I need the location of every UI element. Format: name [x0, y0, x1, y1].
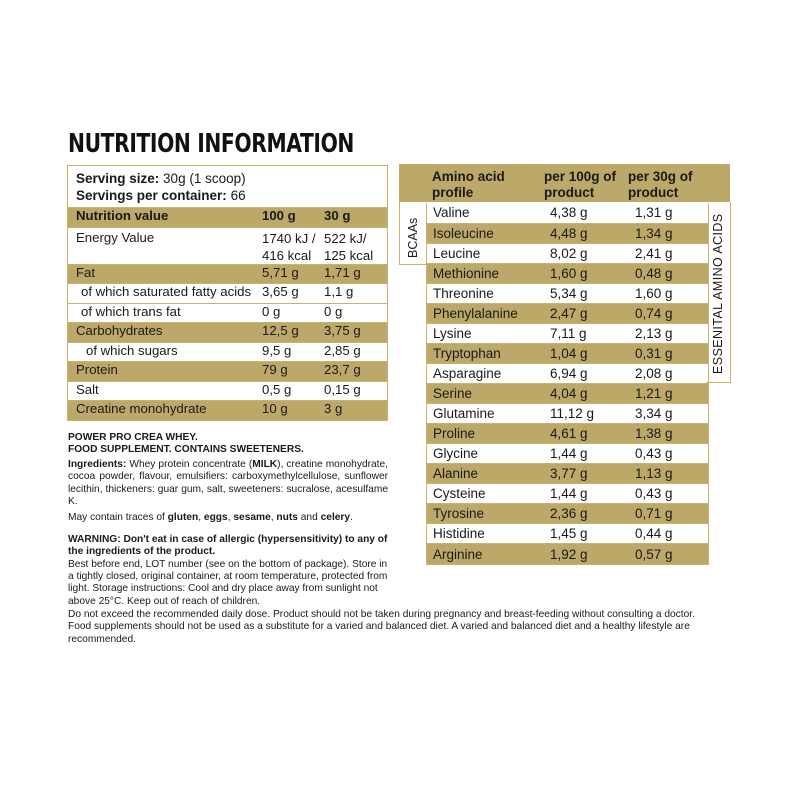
- table-row: [427, 524, 708, 544]
- diet-note: Food supplements should not be used as a substitute for a varied and balanced diet. A varied and balanced diet and a healthy lifestyle are recommended.: [68, 621, 690, 645]
- amino-name: Histidine: [427, 524, 550, 544]
- nutrition-header-row: [68, 208, 387, 228]
- table-row: [427, 343, 708, 363]
- ingredients-label: Ingredients:: [68, 458, 127, 470]
- amino-30g: 1,60 g: [635, 283, 708, 303]
- nutrient-100g: 79 g: [256, 362, 318, 382]
- table-row: [427, 444, 708, 464]
- table-row: [427, 504, 708, 524]
- amino-100g: 1,92 g: [550, 544, 635, 564]
- nutrient-100g: 3,65 g: [256, 284, 318, 304]
- amino-col-name: Amino acid profile: [432, 169, 505, 200]
- nutrition-values: [68, 207, 387, 420]
- amino-name: Threonine: [427, 283, 550, 303]
- amino-100g: 6,94 g: [550, 363, 635, 383]
- amino-name: Arginine: [427, 544, 550, 564]
- amino-30g: 1,13 g: [635, 464, 708, 484]
- nutrient-name: Carbohydrates: [68, 323, 256, 343]
- serving-size-value: 30g (1 scoop): [163, 171, 246, 186]
- amino-30g: 0,74 g: [635, 303, 708, 323]
- essential-label: ESSENITAL AMINO ACIDS: [711, 213, 725, 374]
- amino-name: Cysteine: [427, 484, 550, 504]
- amino-30g: 2,41 g: [635, 243, 708, 263]
- traces: [68, 512, 388, 524]
- table-row: [68, 303, 387, 323]
- amino-name: Glutamine: [427, 403, 550, 423]
- table-row: [68, 381, 387, 401]
- amino-name: Serine: [427, 383, 550, 403]
- traces-sep: ,: [270, 512, 277, 524]
- amino-name: Proline: [427, 424, 550, 444]
- table-row: [427, 484, 708, 504]
- amino-name: Alanine: [427, 464, 550, 484]
- table-row: [68, 323, 387, 343]
- allergen-nuts: nuts: [276, 512, 298, 524]
- table-row: [68, 227, 387, 264]
- allergen-milk: MILK: [252, 458, 278, 470]
- nutrient-100g: 12,5 g: [256, 323, 318, 343]
- serving-size-label: Serving size:: [76, 171, 160, 186]
- amino-name: Tryptophan: [427, 343, 550, 363]
- amino-100g: 2,47 g: [550, 303, 635, 323]
- traces-and: and: [297, 512, 321, 524]
- amino-100g: 4,61 g: [550, 424, 635, 444]
- traces-end: .: [350, 512, 353, 524]
- traces-sep: ,: [198, 512, 204, 524]
- table-row: [427, 203, 708, 223]
- amino-100g: 5,34 g: [550, 283, 635, 303]
- page-title: NUTRITION INFORMATION: [68, 129, 355, 159]
- amino-100g: 1,44 g: [550, 484, 635, 504]
- table-row: [427, 283, 708, 303]
- amino-name: Leucine: [427, 243, 550, 263]
- table-row: [427, 363, 708, 383]
- amino-100g: 1,60 g: [550, 263, 635, 283]
- table-row: [68, 264, 387, 284]
- nutrient-30g: 3 g: [318, 401, 387, 421]
- nutrient-30g: 23,7 g: [318, 362, 387, 382]
- nutrient-name: Creatine monohydrate: [68, 401, 256, 421]
- table-row: [427, 544, 708, 564]
- amino-name: Valine: [427, 203, 550, 223]
- ingredients: [68, 459, 388, 509]
- nutrient-30g: 1,1 g: [318, 284, 387, 304]
- amino-30g: 3,34 g: [635, 403, 708, 423]
- amino-name: Asparagine: [427, 363, 550, 383]
- nutrient-100g: 10 g: [256, 401, 318, 421]
- amino-table: [426, 203, 709, 565]
- table-row: [68, 362, 387, 382]
- nutrient-name: of which saturated fatty acids: [68, 284, 256, 304]
- serving-info: [68, 166, 387, 207]
- amino-header-row: [399, 164, 730, 202]
- nutrient-100g: 9,5 g: [256, 342, 318, 362]
- amino-30g: 2,08 g: [635, 363, 708, 383]
- amino-100g: 4,48 g: [550, 223, 635, 243]
- amino-100g: 2,36 g: [550, 504, 635, 524]
- servings-label: Servings per container:: [76, 188, 227, 203]
- nutrient-30g: 522 kJ/ 125 kcal: [318, 227, 387, 264]
- amino-30g: 0,71 g: [635, 504, 708, 524]
- table-row: [427, 263, 708, 283]
- table-row: [427, 403, 708, 423]
- bcaa-bracket: [399, 202, 427, 265]
- footer-notes: [68, 609, 718, 646]
- table-row: [427, 424, 708, 444]
- nutrition-col-100g: 100 g: [256, 208, 318, 228]
- nutrient-name: Salt: [68, 381, 256, 401]
- amino-100g: 1,44 g: [550, 444, 635, 464]
- amino-100g: 4,04 g: [550, 383, 635, 403]
- table-row: [427, 323, 708, 343]
- nutrient-name: Protein: [68, 362, 256, 382]
- essential-bracket: [706, 202, 731, 383]
- nutrient-30g: 3,75 g: [318, 323, 387, 343]
- amino-30g: 1,38 g: [635, 424, 708, 444]
- amino-col-100g: per 100g of product: [544, 169, 617, 200]
- traces-sep: ,: [227, 512, 234, 524]
- allergen-gluten: gluten: [167, 512, 199, 524]
- nutrient-100g: 1740 kJ / 416 kcal: [256, 227, 318, 264]
- amino-100g: 7,11 g: [550, 323, 635, 343]
- nutrient-name: of which trans fat: [68, 303, 256, 323]
- amino-name: Isoleucine: [427, 223, 550, 243]
- amino-100g: 3,77 g: [550, 464, 635, 484]
- amino-30g: 1,31 g: [635, 203, 708, 223]
- amino-100g: 8,02 g: [550, 243, 635, 263]
- allergen-celery: celery: [320, 512, 351, 524]
- table-row: [68, 401, 387, 421]
- amino-30g: 0,44 g: [635, 524, 708, 544]
- table-row: [427, 464, 708, 484]
- amino-30g: 1,34 g: [635, 223, 708, 243]
- ingredients-text-rest: ), creatine monohydrate, cocoa powder, flavour, emulsifiers: carboxymethylcellulose, sunflower lecithin, thickeners: guar gum, salt, sweeteners: sucralose, acesulfame K.: [68, 458, 388, 508]
- table-row: [427, 303, 708, 323]
- amino-30g: 0,43 g: [635, 444, 708, 464]
- traces-intro: May contain traces of: [68, 512, 168, 524]
- amino-30g: 1,21 g: [635, 383, 708, 403]
- amino-100g: 1,04 g: [550, 343, 635, 363]
- nutrient-100g: 5,71 g: [256, 264, 318, 284]
- table-row: [427, 223, 708, 243]
- amino-100g: 1,45 g: [550, 524, 635, 544]
- nutrition-col-30g: 30 g: [318, 208, 387, 228]
- nutrient-100g: 0,5 g: [256, 381, 318, 401]
- amino-name: Glycine: [427, 444, 550, 464]
- amino-30g: 2,13 g: [635, 323, 708, 343]
- nutrient-30g: 1,71 g: [318, 264, 387, 284]
- product-type: FOOD SUPPLEMENT. CONTAINS SWEETENERS.: [68, 444, 304, 456]
- nutrient-30g: 0 g: [318, 303, 387, 323]
- servings-value: 66: [230, 188, 246, 203]
- amino-name: Tyrosine: [427, 504, 550, 524]
- table-row: [427, 243, 708, 263]
- nutrient-30g: 0,15 g: [318, 381, 387, 401]
- nutrient-30g: 2,85 g: [318, 342, 387, 362]
- dose-note: Do not exceed the recommended daily dose. Product should not be taken during pregnancy and breast-feeding without consulting a doctor.: [68, 609, 695, 620]
- bcaa-label: BCAAs: [406, 217, 420, 258]
- amino-values: [427, 203, 708, 564]
- warning: WARNING: Don't eat in case of allergic (hypersensitivity) to any of the ingredients of the product.: [68, 533, 388, 558]
- amino-30g: 0,43 g: [635, 484, 708, 504]
- table-row: [427, 383, 708, 403]
- amino-100g: 4,38 g: [550, 203, 635, 223]
- ingredients-text: Whey protein concentrate (: [129, 458, 253, 470]
- amino-100g: 11,12 g: [550, 403, 635, 423]
- allergen-sesame: sesame: [233, 512, 271, 524]
- amino-30g: 0,31 g: [635, 343, 708, 363]
- product-info: [68, 432, 388, 608]
- amino-name: Phenylalanine: [427, 303, 550, 323]
- product-name: POWER PRO CREA WHEY.: [68, 432, 198, 443]
- nutrition-col-name: Nutrition value: [68, 208, 256, 228]
- amino-name: Lysine: [427, 323, 550, 343]
- table-row: [68, 342, 387, 362]
- amino-name: Methionine: [427, 263, 550, 283]
- nutrient-name: Fat: [68, 264, 256, 284]
- storage: Best before end, LOT number (see on the bottom of package). Store in a tightly closed, original container, at room temperature, protected from light. Storage instructions: Cool and dry place away from sunlight not above 25°C. Keep out of reach of children.: [68, 558, 388, 607]
- amino-col-30g: per 30g of product: [628, 169, 693, 200]
- amino-30g: 0,57 g: [635, 544, 708, 564]
- table-row: [68, 284, 387, 304]
- amino-30g: 0,48 g: [635, 263, 708, 283]
- nutrient-name: of which sugars: [68, 342, 256, 362]
- nutrient-100g: 0 g: [256, 303, 318, 323]
- allergen-eggs: eggs: [203, 512, 228, 524]
- nutrition-table: [67, 165, 388, 421]
- nutrient-name: Energy Value: [68, 227, 256, 264]
